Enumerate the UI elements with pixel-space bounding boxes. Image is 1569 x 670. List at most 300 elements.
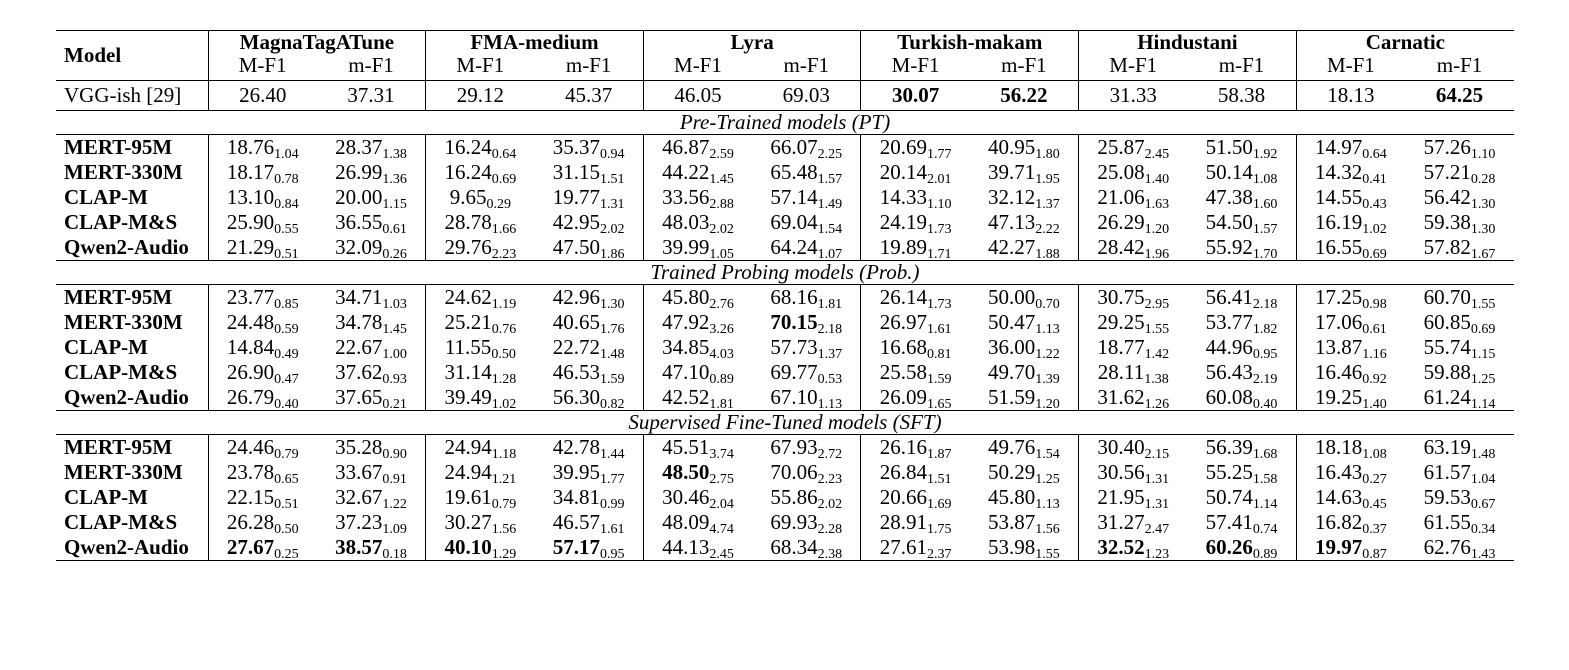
mean-value: 65.48 <box>770 160 818 184</box>
mean-value: 20.14 <box>879 160 927 184</box>
value-cell <box>1296 160 1405 185</box>
std-value: 1.86 <box>600 247 625 262</box>
std-value: 1.77 <box>600 472 625 487</box>
std-value: 0.82 <box>600 397 625 412</box>
value-cell <box>426 135 535 161</box>
value-cell <box>1187 485 1296 510</box>
std-value: 1.30 <box>1470 222 1496 237</box>
std-value: 0.65 <box>274 472 299 487</box>
std-value: 1.92 <box>1252 147 1278 162</box>
value-cell <box>534 335 643 360</box>
value-cell: 31.33 <box>1079 81 1188 111</box>
mean-value: 54.50 <box>1205 210 1253 234</box>
mean-value: 31.27 <box>1097 510 1145 534</box>
value-cell <box>970 535 1079 561</box>
mean-value: 50.47 <box>988 310 1036 334</box>
std-value: 1.82 <box>1252 322 1278 337</box>
metric-header: M-F1 <box>1079 54 1188 81</box>
mean-value: 57.82 <box>1423 235 1471 259</box>
std-value: 0.89 <box>1252 547 1278 562</box>
mean-value: 37.23 <box>335 510 383 534</box>
mean-value: 56.42 <box>1423 185 1471 209</box>
std-value: 1.14 <box>1470 397 1496 412</box>
value-cell <box>1079 310 1188 335</box>
metric-header: m-F1 <box>565 53 612 77</box>
value-cell <box>861 435 970 461</box>
mean-value: 20.66 <box>879 485 927 509</box>
std-value: 1.55 <box>1470 297 1496 312</box>
std-value: 1.22 <box>382 497 407 512</box>
table-row <box>56 135 1514 161</box>
mean-value: 28.78 <box>444 210 492 234</box>
mean-value: 33.56 <box>662 185 710 209</box>
std-value: 0.26 <box>382 247 407 262</box>
std-value: 2.19 <box>1252 372 1278 387</box>
std-value: 0.85 <box>274 297 299 312</box>
table-row <box>56 310 1514 335</box>
dataset-header-lyra: Lyra <box>643 31 861 55</box>
value-cell <box>1079 185 1188 210</box>
std-value: 1.13 <box>1035 322 1060 337</box>
std-value: 2.37 <box>926 547 952 562</box>
std-value: 1.81 <box>817 297 843 312</box>
value-cell <box>1405 310 1514 335</box>
mean-value: 63.19 <box>1423 435 1471 459</box>
value-cell: 18.13 <box>1296 81 1405 111</box>
value-cell <box>861 385 970 411</box>
dataset-header-magnatagatune: MagnaTagATune <box>208 31 426 55</box>
mean-value: 16.43 <box>1315 460 1363 484</box>
value-cell <box>970 385 1079 411</box>
std-value: 1.81 <box>709 397 734 412</box>
mean-value: 55.86 <box>770 485 818 509</box>
value-cell <box>534 535 643 561</box>
mean-value: 37.65 <box>335 385 383 409</box>
value-cell: 69.03 <box>752 81 861 111</box>
mean-value: 26.97 <box>879 310 927 334</box>
mean-value: 39.99 <box>662 235 710 259</box>
value-cell <box>752 485 861 510</box>
std-value: 1.10 <box>1470 147 1496 162</box>
value-cell <box>1296 485 1405 510</box>
mean-value: 35.28 <box>335 435 383 459</box>
std-value: 0.95 <box>600 547 625 562</box>
std-value: 1.07 <box>817 247 843 262</box>
mean-value: 22.67 <box>335 335 383 359</box>
std-value: 1.25 <box>1035 472 1060 487</box>
value-cell <box>1405 135 1514 161</box>
std-value: 1.76 <box>600 322 625 337</box>
value-cell <box>643 435 752 461</box>
mean-value: 28.42 <box>1097 235 1145 259</box>
mean-value: 13.10 <box>226 185 275 209</box>
mean-value: 40.95 <box>988 135 1036 159</box>
std-value: 0.50 <box>491 347 516 362</box>
value-cell <box>317 335 426 360</box>
value-cell <box>317 510 426 535</box>
std-value: 0.37 <box>1362 522 1387 537</box>
value-cell <box>1296 535 1405 561</box>
value-cell <box>861 535 970 561</box>
value-cell <box>752 460 861 485</box>
mean-value: 57.41 <box>1205 510 1253 534</box>
value-cell <box>208 435 317 461</box>
std-value: 1.02 <box>1362 222 1387 237</box>
std-value: 1.15 <box>382 197 407 212</box>
mean-value: 28.11 <box>1097 360 1145 384</box>
value-cell <box>1405 235 1514 261</box>
std-value: 1.45 <box>382 322 407 337</box>
value-cell <box>1187 235 1296 261</box>
std-value: 2.28 <box>817 522 843 537</box>
baseline-row <box>56 81 1514 111</box>
value-cell <box>208 535 317 561</box>
std-value: 1.25 <box>1470 372 1496 387</box>
value-cell <box>426 160 535 185</box>
value-cell <box>1079 460 1188 485</box>
mean-value: 22.15 <box>226 485 275 509</box>
std-value: 1.54 <box>1035 447 1060 462</box>
std-value: 0.40 <box>274 397 299 412</box>
mean-value: 55.74 <box>1423 335 1471 359</box>
std-value: 1.48 <box>600 347 625 362</box>
std-value: 0.50 <box>274 522 299 537</box>
mean-value: 56.30 <box>552 385 601 409</box>
std-value: 0.61 <box>1362 322 1387 337</box>
value-cell <box>1187 535 1296 561</box>
value-cell <box>861 310 970 335</box>
std-value: 0.18 <box>382 547 407 562</box>
std-value: 2.45 <box>1144 147 1170 162</box>
std-value: 0.99 <box>600 497 625 512</box>
value-cell <box>752 185 861 210</box>
std-value: 1.37 <box>1035 197 1060 212</box>
section-title-row <box>56 261 1514 285</box>
std-value: 1.73 <box>926 297 952 312</box>
std-value: 0.47 <box>274 372 299 387</box>
value-cell <box>426 335 535 360</box>
mean-value: 24.94 <box>444 435 492 459</box>
mean-value: 59.53 <box>1423 485 1471 509</box>
mean-value: 28.37 <box>335 135 383 159</box>
value-cell <box>208 485 317 510</box>
std-value: 2.02 <box>600 222 625 237</box>
std-value: 2.15 <box>1144 447 1170 462</box>
std-value: 1.18 <box>491 447 517 462</box>
value-cell <box>1296 510 1405 535</box>
value-cell <box>1296 360 1405 385</box>
std-value: 1.15 <box>1470 347 1496 362</box>
model-name: CLAP-M&S <box>64 360 178 384</box>
std-value: 1.42 <box>1144 347 1170 362</box>
value-cell <box>1187 510 1296 535</box>
std-value: 1.30 <box>1470 197 1496 212</box>
value-cell: 58.38 <box>1187 81 1296 111</box>
mean-value: 57.21 <box>1423 160 1471 184</box>
value-cell <box>643 235 752 261</box>
mean-value: 29.76 <box>444 235 492 259</box>
mean-value: 26.84 <box>879 460 927 484</box>
mean-value: 38.57 <box>335 535 383 559</box>
value-cell <box>426 185 535 210</box>
mean-value: 45.80 <box>662 285 710 309</box>
results-table-container <box>56 30 1514 561</box>
table-row <box>56 335 1514 360</box>
value-cell <box>643 460 752 485</box>
value-cell <box>1405 335 1514 360</box>
table-row <box>56 210 1514 235</box>
mean-value: 31.14 <box>444 360 492 384</box>
value-cell <box>643 310 752 335</box>
value-cell <box>861 160 970 185</box>
value-cell: 30.07 <box>861 81 970 111</box>
value-cell <box>426 235 535 261</box>
mean-value: 32.09 <box>335 235 383 259</box>
std-value: 0.55 <box>274 222 299 237</box>
model-name: MERT-95M <box>56 435 208 461</box>
mean-value: 25.21 <box>444 310 492 334</box>
std-value: 0.43 <box>1362 197 1387 212</box>
std-value: 1.70 <box>1252 247 1278 262</box>
value-cell <box>1187 160 1296 185</box>
value-cell <box>1405 535 1514 561</box>
value-cell <box>534 435 643 461</box>
std-value: 1.48 <box>1470 447 1496 462</box>
std-value: 0.87 <box>1362 547 1387 562</box>
mean-value: 64.24 <box>770 235 818 259</box>
value-cell <box>970 235 1079 261</box>
std-value: 0.51 <box>274 247 299 262</box>
mean-value: 14.84 <box>226 335 275 359</box>
mean-value: 47.38 <box>1205 185 1253 209</box>
mean-value: 49.70 <box>988 360 1036 384</box>
value-cell <box>752 210 861 235</box>
value-cell <box>752 310 861 335</box>
mean-value: 18.77 <box>1097 335 1145 359</box>
std-value: 0.70 <box>1035 297 1060 312</box>
value-cell <box>1296 385 1405 411</box>
std-value: 2.18 <box>817 322 843 337</box>
table-row <box>56 185 1514 210</box>
std-value: 0.21 <box>382 397 407 412</box>
std-value: 1.56 <box>1035 522 1060 537</box>
mean-value: 30.40 <box>1097 435 1145 459</box>
mean-value: 30.27 <box>444 510 492 534</box>
std-value: 1.77 <box>926 147 952 162</box>
value-cell <box>970 185 1079 210</box>
std-value: 1.13 <box>1035 497 1060 512</box>
mean-value: 44.96 <box>1205 335 1253 359</box>
mean-value: 32.52 <box>1097 535 1145 559</box>
value-cell <box>643 335 752 360</box>
std-value: 0.59 <box>274 322 299 337</box>
table-row <box>56 535 1514 561</box>
std-value: 0.29 <box>486 197 511 212</box>
metric-header: M-F1 <box>643 54 752 81</box>
std-value: 0.53 <box>817 372 843 387</box>
mean-value: 60.85 <box>1423 310 1471 334</box>
mean-value: 34.85 <box>662 335 710 359</box>
std-value: 1.36 <box>382 172 407 187</box>
value-cell <box>426 535 535 561</box>
value-cell: 29.12 <box>426 81 535 111</box>
std-value: 2.95 <box>1144 297 1170 312</box>
mean-value: 26.79 <box>226 385 275 409</box>
std-value: 1.44 <box>600 447 625 462</box>
value-cell <box>1296 435 1405 461</box>
std-value: 1.55 <box>1144 322 1170 337</box>
mean-value: 13.87 <box>1315 335 1363 359</box>
std-value: 2.02 <box>817 497 843 512</box>
value-cell <box>643 535 752 561</box>
value-cell: 26.40 <box>208 81 317 111</box>
value-cell <box>861 360 970 385</box>
std-value: 1.20 <box>1144 222 1170 237</box>
mean-value: 18.76 <box>226 135 275 159</box>
metric-header: M-F1 <box>208 54 317 81</box>
model-name: CLAP-M&S <box>64 510 178 534</box>
std-value: 0.25 <box>274 547 299 562</box>
value-cell <box>1187 435 1296 461</box>
std-value: 0.81 <box>926 347 952 362</box>
std-value: 0.69 <box>1362 247 1387 262</box>
value-cell <box>643 510 752 535</box>
value-cell <box>861 235 970 261</box>
mean-value: 48.50 <box>662 460 710 484</box>
value-cell <box>317 235 426 261</box>
value-cell <box>970 460 1079 485</box>
mean-value: 25.87 <box>1097 135 1145 159</box>
value-cell <box>1405 510 1514 535</box>
std-value: 0.67 <box>1470 497 1496 512</box>
value-cell <box>426 385 535 411</box>
mean-value: 40.10 <box>444 535 492 559</box>
mean-value: 56.43 <box>1205 360 1253 384</box>
std-value: 1.39 <box>1035 372 1060 387</box>
mean-value: 25.58 <box>879 360 927 384</box>
mean-value: 20.00 <box>335 185 383 209</box>
value-cell <box>208 385 317 411</box>
value-cell <box>1079 160 1188 185</box>
mean-value: 14.97 <box>1315 135 1363 159</box>
mean-value: 26.90 <box>226 360 275 384</box>
value-cell <box>208 310 317 335</box>
std-value: 1.40 <box>1144 172 1170 187</box>
std-value: 1.58 <box>1252 472 1278 487</box>
model-name: MERT-95M <box>56 285 208 311</box>
std-value: 1.63 <box>1144 197 1170 212</box>
value-cell <box>970 360 1079 385</box>
model-name: MERT-95M <box>56 135 208 161</box>
mean-value: 22.72 <box>552 335 601 359</box>
value-cell <box>861 210 970 235</box>
std-value: 1.95 <box>1035 172 1060 187</box>
std-value: 1.87 <box>926 447 952 462</box>
value-cell <box>208 460 317 485</box>
mean-value: 44.22 <box>662 160 710 184</box>
value-cell <box>426 435 535 461</box>
std-value: 0.76 <box>491 322 517 337</box>
mean-value: 16.24 <box>444 135 492 159</box>
mean-value: 60.26 <box>1205 535 1253 559</box>
value-cell <box>1079 360 1188 385</box>
value-cell <box>1405 385 1514 411</box>
metric-header: M-F1 <box>426 54 535 81</box>
dataset-header-carnatic: Carnatic <box>1296 31 1514 55</box>
std-value: 2.75 <box>709 472 734 487</box>
mean-value: 51.59 <box>988 385 1036 409</box>
value-cell <box>1296 210 1405 235</box>
table-row <box>56 510 1514 535</box>
value-cell <box>208 335 317 360</box>
mean-value: 45.80 <box>988 485 1036 509</box>
section-title-row <box>56 411 1514 435</box>
mean-value: 46.87 <box>662 135 710 159</box>
mean-value: 61.24 <box>1423 385 1471 409</box>
value-cell <box>1405 210 1514 235</box>
value-cell <box>643 385 752 411</box>
mean-value: 39.71 <box>988 160 1036 184</box>
value-cell <box>970 210 1079 235</box>
value-cell <box>208 135 317 161</box>
mean-value: 27.61 <box>879 535 927 559</box>
value-cell <box>317 360 426 385</box>
std-value: 1.65 <box>926 397 952 412</box>
mean-value: 19.97 <box>1315 535 1363 559</box>
results-table <box>56 30 1514 561</box>
mean-value: 50.29 <box>988 460 1036 484</box>
mean-value: 68.16 <box>770 285 818 309</box>
mean-value: 42.95 <box>552 210 601 234</box>
value-cell <box>1079 135 1188 161</box>
std-value: 0.93 <box>382 372 407 387</box>
dataset-header-row <box>56 31 1514 55</box>
value-cell <box>534 360 643 385</box>
value-cell <box>1296 335 1405 360</box>
std-value: 0.51 <box>274 497 299 512</box>
value-cell: 37.31 <box>317 81 426 111</box>
model-name: Qwen2-Audio <box>64 235 189 259</box>
value-cell <box>861 335 970 360</box>
std-value: 1.04 <box>1470 472 1496 487</box>
value-cell: 56.22 <box>970 81 1079 111</box>
std-value: 0.89 <box>709 372 734 387</box>
mean-value: 53.98 <box>988 535 1036 559</box>
value-cell <box>1079 535 1188 561</box>
value-cell <box>861 185 970 210</box>
value-cell <box>426 210 535 235</box>
mean-value: 18.18 <box>1315 435 1363 459</box>
mean-value: 19.61 <box>444 485 492 509</box>
std-value: 0.49 <box>274 347 299 362</box>
std-value: 1.09 <box>382 522 407 537</box>
value-cell <box>970 160 1079 185</box>
table-header <box>56 31 1514 81</box>
mean-value: 36.55 <box>335 210 383 234</box>
value-cell <box>752 135 861 161</box>
mean-value: 70.06 <box>770 460 818 484</box>
mean-value: 14.33 <box>879 185 927 209</box>
mean-value: 69.77 <box>770 360 818 384</box>
value-cell <box>752 435 861 461</box>
value-cell <box>426 510 535 535</box>
mean-value: 42.52 <box>662 385 710 409</box>
table-row <box>56 385 1514 411</box>
std-value: 1.13 <box>817 397 843 412</box>
value-cell <box>426 485 535 510</box>
std-value: 1.03 <box>382 297 407 312</box>
std-value: 2.88 <box>709 197 734 212</box>
